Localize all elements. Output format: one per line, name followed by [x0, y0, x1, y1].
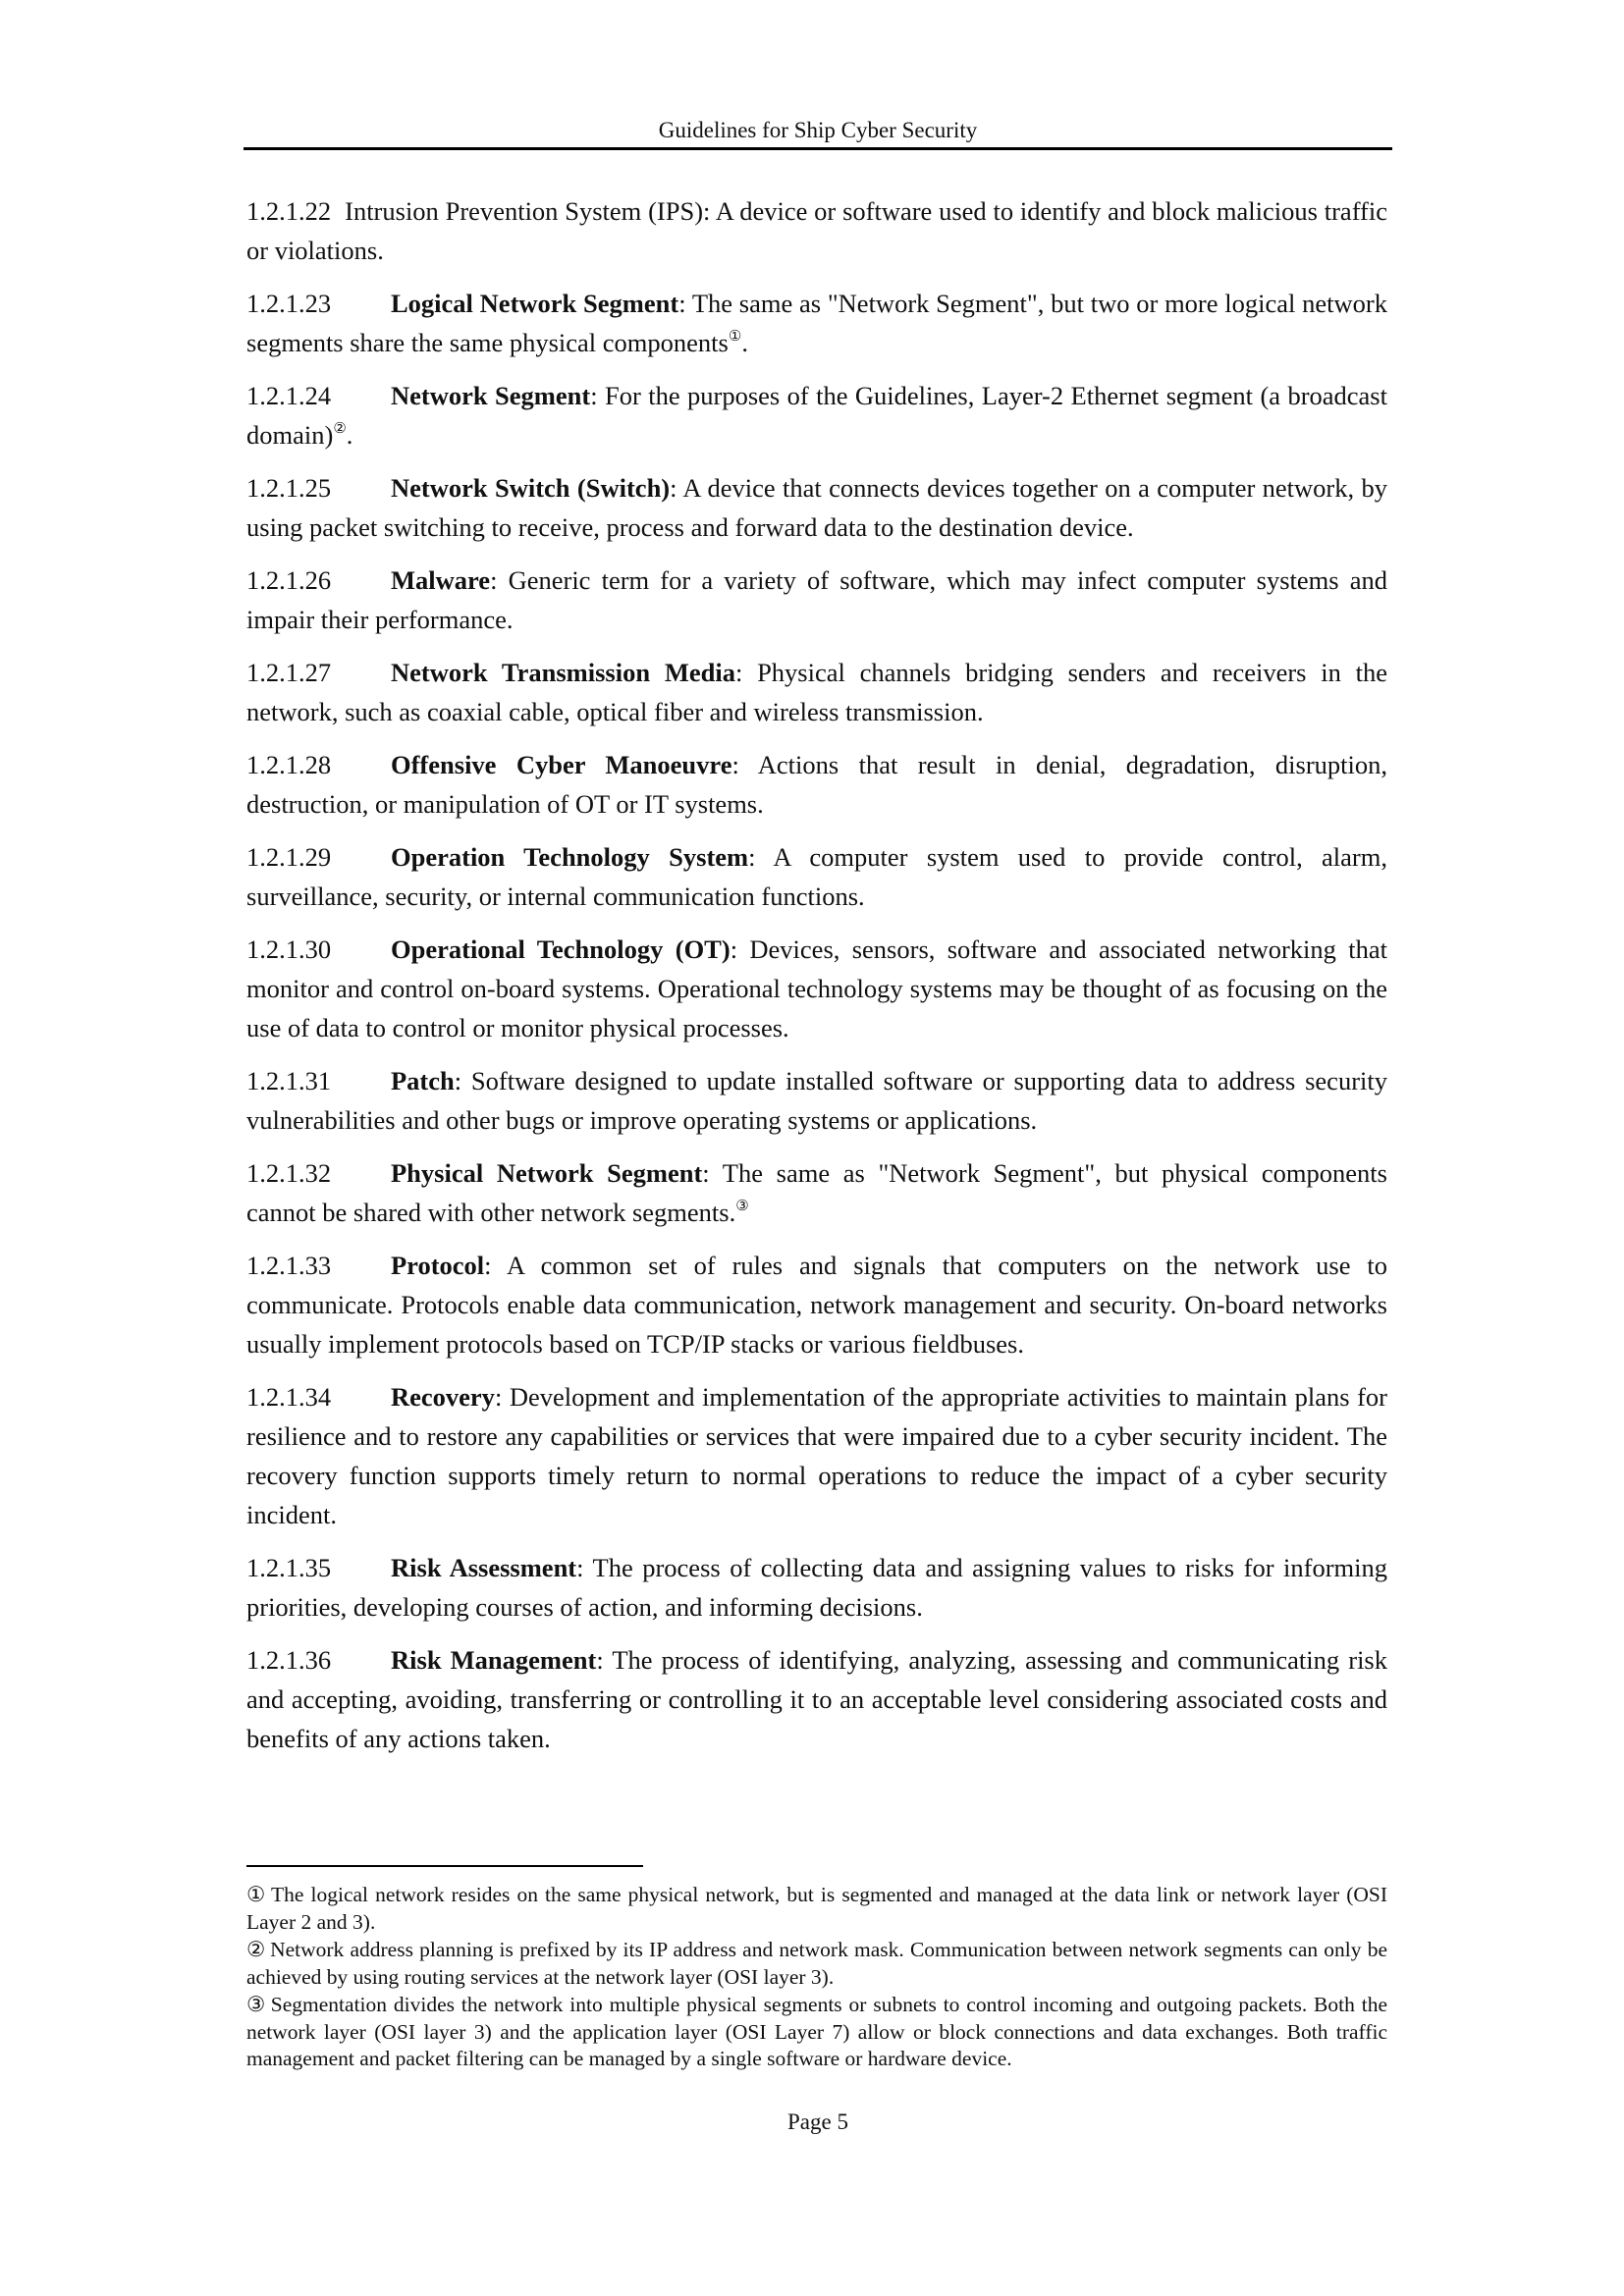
- definition-term: Physical Network Segment: [391, 1158, 703, 1188]
- definition-text: : A common set of rules and signals that computers on the network use to communicate. Protocols enable data communication, network management and security. On-board networks usually implement protocols based on TCP/IP stacks or various fieldbuses.: [246, 1251, 1387, 1359]
- definition-item: [246, 653, 1387, 731]
- footnotes: [246, 1882, 1387, 2074]
- footnote-separator: [246, 1865, 643, 1867]
- definition-item: [246, 1377, 1387, 1534]
- definition-term: Malware: [391, 565, 491, 595]
- item-number: 1.2.1.22: [246, 196, 332, 226]
- definition-item: [246, 745, 1387, 824]
- definition-term: Operation Technology System: [391, 842, 749, 872]
- item-number: 1.2.1.32: [246, 1158, 332, 1188]
- definition-text: : The process of identifying, analyzing, assessing and communicating risk and accepting, avoiding, transferring or controlling it to an acceptable level considering associated costs and benefits of any actions taken.: [246, 1645, 1387, 1753]
- footnote-ref[interactable]: ②: [333, 421, 347, 437]
- definition-item: [246, 930, 1387, 1047]
- footnote-text: Network address planning is prefixed by its IP address and network mask. Communication between network segments can only be achieved by using routing services at the network layer (OSI layer 3).: [246, 1938, 1387, 1989]
- definition-text: : A computer system used to provide control, alarm, surveillance, security, or internal communication functions.: [246, 842, 1387, 911]
- item-number: 1.2.1.36: [246, 1645, 332, 1675]
- definition-item: [246, 191, 1387, 270]
- definition-item: [246, 284, 1387, 362]
- definition-text: : The same as "Network Segment", but physical components cannot be shared with other network segments.: [246, 1158, 1387, 1227]
- definition-tail: .: [741, 328, 748, 357]
- definition-text: : For the purposes of the Guidelines, Layer-2 Ethernet segment (a broadcast domain): [246, 381, 1387, 450]
- item-number: 1.2.1.30: [246, 934, 332, 964]
- footnote-ref[interactable]: ③: [735, 1199, 749, 1214]
- item-number: 1.2.1.27: [246, 658, 332, 687]
- definition-term: Network Switch (Switch): [391, 473, 671, 503]
- definition-item: [246, 837, 1387, 916]
- definition-item: [246, 1153, 1387, 1232]
- definition-item: [246, 468, 1387, 547]
- definition-term: Recovery: [391, 1382, 495, 1412]
- footnote-ref[interactable]: ①: [728, 329, 742, 345]
- item-number: 1.2.1.28: [246, 750, 332, 779]
- definition-text: : Generic term for a variety of software, which may infect computer systems and impair their performance.: [246, 565, 1387, 634]
- definitions-list: [246, 191, 1387, 1772]
- item-number: 1.2.1.34: [246, 1382, 332, 1412]
- definition-tail: .: [346, 420, 353, 450]
- definition-term: Patch: [391, 1066, 455, 1095]
- definition-text: : The same as "Network Segment", but two or more logical network segments share the same physical components: [246, 289, 1387, 357]
- definition-text: : A device that connects devices together on a computer network, by using packet switching to receive, process and forward data to the destination device.: [246, 473, 1387, 542]
- page-number: Page 5: [787, 2109, 848, 2134]
- definition-term: Risk Assessment: [391, 1553, 577, 1582]
- footnote-mark: ③: [246, 1993, 267, 2016]
- definition-term: Logical Network Segment: [391, 289, 679, 318]
- definition-term: Network Segment: [391, 381, 591, 410]
- definition-term: Operational Technology (OT): [391, 934, 731, 964]
- definition-text: : Development and implementation of the appropriate activities to maintain plans for resilience and to restore any capabilities or services that were impaired due to a cyber security incident. The recovery function supports timely return to normal operations to reduce the impact of a cyber security incident.: [246, 1382, 1387, 1529]
- footnote: [246, 1992, 1387, 2073]
- item-number: 1.2.1.29: [246, 842, 332, 872]
- item-number: 1.2.1.25: [246, 473, 332, 503]
- definition-item: [246, 1640, 1387, 1758]
- definition-text: : Devices, sensors, software and associated networking that monitor and control on-board systems. Operational technology systems may be thought of as focusing on the use of data to control or monitor physical processes.: [246, 934, 1387, 1042]
- definition-text: : Actions that result in denial, degradation, disruption, destruction, or manipulation of OT or IT systems.: [246, 750, 1387, 819]
- definition-item: [246, 1246, 1387, 1363]
- definition-item: [246, 561, 1387, 639]
- definition-item: [246, 1548, 1387, 1627]
- item-number: 1.2.1.35: [246, 1553, 332, 1582]
- footnote: [246, 1882, 1387, 1936]
- item-number: 1.2.1.33: [246, 1251, 332, 1280]
- footnote-mark: ②: [246, 1938, 267, 1961]
- definition-term: Network Transmission Media: [391, 658, 735, 687]
- definition-text: Intrusion Prevention System (IPS): A device or software used to identify and block malicious traffic or violations.: [246, 196, 1387, 265]
- header-rule: [244, 147, 1392, 150]
- running-header: Guidelines for Ship Cyber Security: [658, 118, 978, 142]
- footnote-text: The logical network resides on the same physical network, but is segmented and managed at the data link or network layer (OSI Layer 2 and 3).: [246, 1883, 1388, 1934]
- definition-term: Offensive Cyber Manoeuvre: [391, 750, 732, 779]
- definition-item: [246, 1061, 1387, 1140]
- definition-item: [246, 376, 1387, 454]
- definition-term: Protocol: [391, 1251, 485, 1280]
- footnote-text: Segmentation divides the network into multiple physical segments or subnets to control incoming and outgoing packets. Both the network layer (OSI layer 3) and the application layer (OSI Layer 7) allow or block connections and data exchanges. Both traffic management and packet filtering can be managed by a single software or hardware device.: [246, 1993, 1388, 2070]
- item-number: 1.2.1.23: [246, 289, 332, 318]
- footnote: [246, 1937, 1387, 1991]
- item-number: 1.2.1.31: [246, 1066, 332, 1095]
- footnote-mark: ①: [246, 1883, 267, 1906]
- item-number: 1.2.1.26: [246, 565, 332, 595]
- definition-term: Risk Management: [391, 1645, 597, 1675]
- definition-text: : The process of collecting data and assigning values to risks for informing priorities, developing courses of action, and informing decisions.: [246, 1553, 1388, 1622]
- item-number: 1.2.1.24: [246, 381, 332, 410]
- definition-text: : Physical channels bridging senders and receivers in the network, such as coaxial cable, optical fiber and wireless transmission.: [246, 658, 1387, 726]
- definition-text: : Software designed to update installed software or supporting data to address security vulnerabilities and other bugs or improve operating systems or applications.: [246, 1066, 1387, 1135]
